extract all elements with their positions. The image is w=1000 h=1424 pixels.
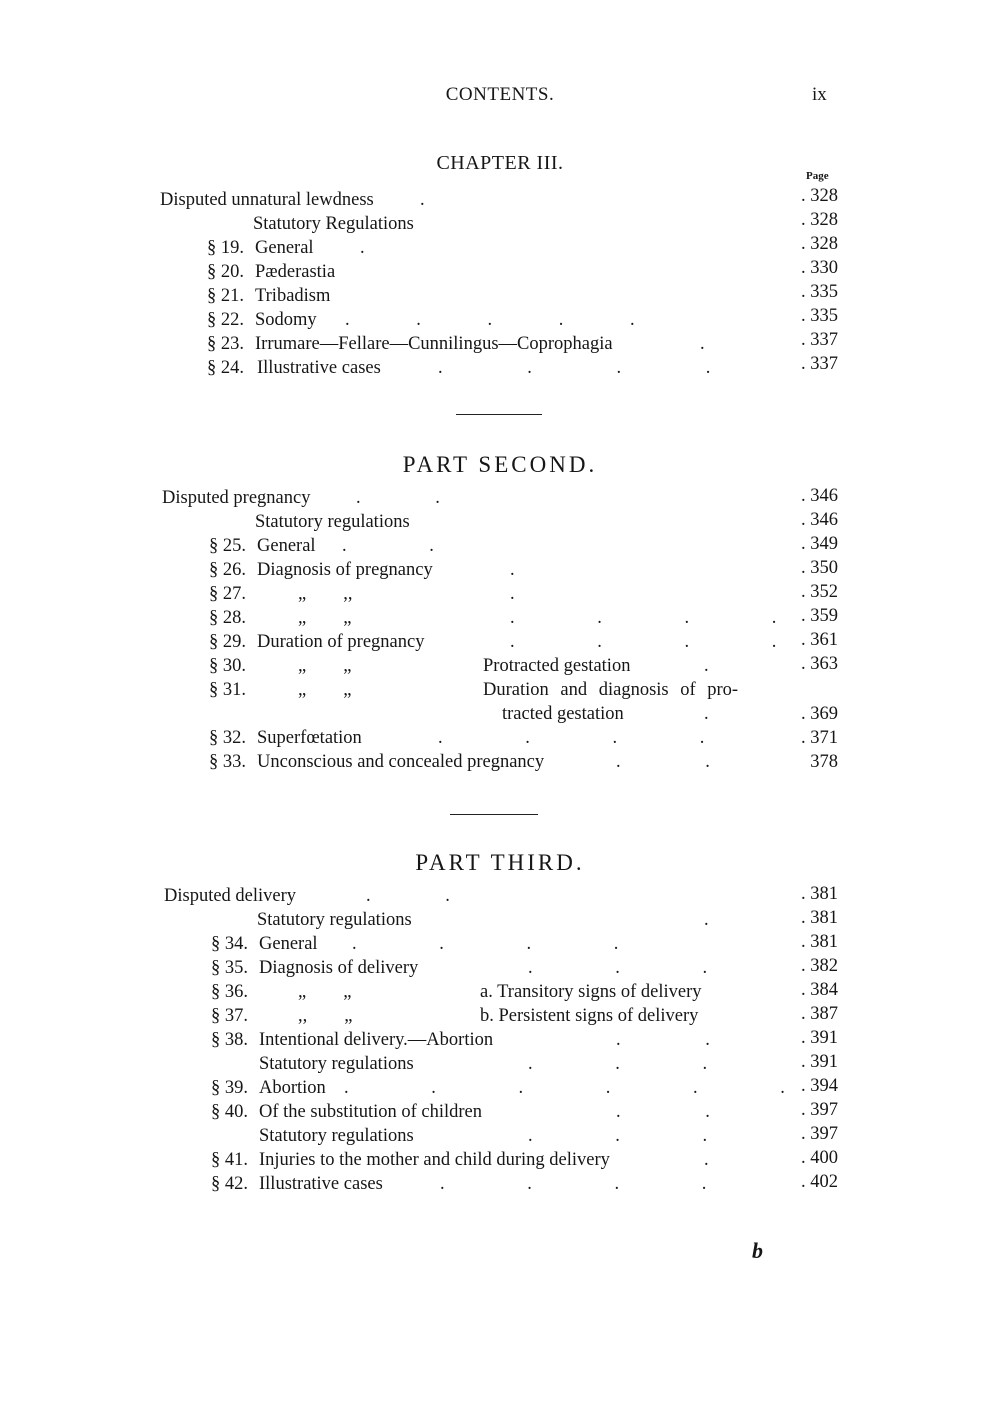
- leader-dots: . . .: [528, 1126, 708, 1146]
- leader-dots: .: [510, 584, 515, 604]
- leader-dots: . . .: [528, 1054, 708, 1074]
- toc-entry-page: . 387: [801, 1004, 838, 1024]
- toc-entry-page: . 328: [801, 234, 838, 254]
- toc-entry-page: . 337: [801, 354, 838, 374]
- toc-entry-page: . 350: [801, 558, 838, 578]
- leader-dots: .: [704, 910, 709, 930]
- leader-dots: . . .: [528, 958, 708, 978]
- toc-entry-title: Statutory Regulations: [253, 214, 414, 234]
- chapter-heading: CHAPTER III.: [436, 152, 564, 174]
- toc-entry-title: Abortion: [259, 1078, 326, 1098]
- toc-entry-subtitle: a. Transitory signs of delivery: [480, 982, 702, 1002]
- toc-entry-page: . 381: [801, 932, 838, 952]
- leader-dots: . .: [366, 886, 450, 906]
- toc-entry-section: § 41.: [211, 1150, 248, 1170]
- ditto-marks: „ „: [298, 982, 352, 1002]
- toc-entry-title: Unconscious and concealed pregnancy: [257, 752, 545, 772]
- toc-entry-title: Statutory regulations: [259, 1126, 414, 1146]
- toc-entry-section: § 39.: [211, 1078, 248, 1098]
- toc-entry-section: § 31.: [209, 680, 246, 700]
- toc-entry-title: Injuries to the mother and child during delivery: [259, 1150, 610, 1170]
- toc-entry-title: Disputed pregnancy: [162, 488, 311, 508]
- toc-entry-section: § 26.: [209, 560, 246, 580]
- toc-entry-section: § 30.: [209, 656, 246, 676]
- toc-entry-section: § 35.: [211, 958, 248, 978]
- toc-entry-subtitle-continued: tracted gestation: [502, 704, 624, 724]
- toc-entry-page: . 328: [801, 186, 838, 206]
- leader-dots: . .: [356, 488, 440, 508]
- toc-entry-page: . 363: [801, 654, 838, 674]
- toc-entry-page: . 359: [801, 606, 838, 626]
- toc-entry-subtitle: b. Persistent signs of delivery: [480, 1006, 699, 1026]
- toc-entry-page: . 349: [801, 534, 838, 554]
- ditto-marks: „ „: [298, 656, 352, 676]
- running-header-title: CONTENTS.: [445, 84, 555, 105]
- leader-dots: . . . .: [510, 632, 777, 652]
- toc-entry-title: Of the substitution of children: [259, 1102, 482, 1122]
- toc-entry-title: Disputed unnatural lewdness: [160, 190, 374, 210]
- toc-entry-page: . 400: [801, 1148, 838, 1168]
- toc-entry-page: . 352: [801, 582, 838, 602]
- part-heading: PART THIRD.: [415, 850, 585, 875]
- leader-dots: . . . .: [438, 728, 705, 748]
- toc-entry-page: . 337: [801, 330, 838, 350]
- toc-entry-page: . 328: [801, 210, 838, 230]
- toc-entry-section: § 22.: [207, 310, 244, 330]
- leader-dots: .: [704, 704, 709, 724]
- toc-entry-page: . 391: [801, 1052, 838, 1072]
- toc-entry-title: Illustrative cases: [257, 358, 381, 378]
- leader-dots: . . . .: [352, 934, 619, 954]
- toc-entry-section: § 28.: [209, 608, 246, 628]
- toc-entry-title: Illustrative cases: [259, 1174, 383, 1194]
- toc-entry-page: . 384: [801, 980, 838, 1000]
- ditto-marks: „ „: [298, 680, 352, 700]
- toc-entry-subtitle: Protracted gestation: [483, 656, 631, 676]
- toc-entry-section: § 38.: [211, 1030, 248, 1050]
- toc-entry-title: Statutory regulations: [259, 1054, 414, 1074]
- toc-entry-page: . 391: [801, 1028, 838, 1048]
- ditto-marks: „ ,,: [298, 584, 353, 604]
- toc-entry-title: General: [255, 238, 314, 258]
- toc-entry-section: § 20.: [207, 262, 244, 282]
- toc-entry-title: Superfœtation: [257, 728, 362, 748]
- toc-entry-section: § 42.: [211, 1174, 248, 1194]
- leader-dots: .: [420, 190, 425, 210]
- signature-mark: b: [752, 1238, 763, 1263]
- toc-entry-page: . 346: [801, 510, 838, 530]
- page-column-label: Page: [806, 170, 829, 182]
- leader-dots: . . . .: [438, 358, 711, 378]
- toc-entry-section: § 25.: [209, 536, 246, 556]
- toc-entry-page: 378: [810, 752, 838, 772]
- toc-entry-title: Diagnosis of pregnancy: [257, 560, 433, 580]
- toc-entry-page: . 381: [801, 908, 838, 928]
- leader-dots: . . . . .: [345, 310, 635, 330]
- toc-entry-page: . 397: [801, 1100, 838, 1120]
- leader-dots: .: [510, 560, 515, 580]
- leader-dots: .: [360, 238, 365, 258]
- toc-entry-title: Intentional delivery.—Abortion: [259, 1030, 494, 1050]
- leader-dots: . .: [616, 1030, 710, 1050]
- toc-entry-title: Duration of pregnancy: [257, 632, 425, 652]
- toc-entry-page: . 394: [801, 1076, 838, 1096]
- toc-entry-title: Irrumare—Fellare—Cunnilingus—Coprophagia: [255, 334, 613, 354]
- toc-entry-section: § 37.: [211, 1006, 248, 1026]
- toc-entry-title: Sodomy: [255, 310, 317, 330]
- toc-entry-page: . 330: [801, 258, 838, 278]
- leader-dots: .: [704, 656, 709, 676]
- ditto-marks: „ „: [298, 608, 352, 628]
- toc-entry-page: . 397: [801, 1124, 838, 1144]
- toc-entry-section: § 19.: [207, 238, 244, 258]
- toc-entry-title: Tribadism: [255, 286, 331, 306]
- section-divider: [450, 814, 538, 815]
- toc-entry-title: Disputed delivery: [164, 886, 297, 906]
- leader-dots: .: [704, 1150, 709, 1170]
- toc-entry-page: . 382: [801, 956, 838, 976]
- toc-entry-section: § 34.: [211, 934, 248, 954]
- toc-entry-page: . 369: [801, 704, 838, 724]
- part-heading: PART SECOND.: [402, 452, 598, 477]
- toc-entry-title: Pæderastia: [255, 262, 336, 282]
- toc-entry-page: . 381: [801, 884, 838, 904]
- toc-entry-section: § 27.: [209, 584, 246, 604]
- section-divider: [456, 414, 542, 415]
- leader-dots: . .: [616, 1102, 710, 1122]
- toc-entry-page: . 371: [801, 728, 838, 748]
- toc-entry-page: . 361: [801, 630, 838, 650]
- toc-entry-section: § 23.: [207, 334, 244, 354]
- toc-entry-section: § 40.: [211, 1102, 248, 1122]
- toc-entry-section: § 32.: [209, 728, 246, 748]
- toc-entry-title: General: [257, 536, 316, 556]
- toc-entry-section: § 29.: [209, 632, 246, 652]
- page-folio: ix: [812, 84, 827, 105]
- toc-entry-subtitle: Duration and diagnosis of pro-: [483, 680, 739, 700]
- leader-dots: . .: [342, 536, 434, 556]
- toc-entry-page: . 346: [801, 486, 838, 506]
- leader-dots: .: [700, 334, 705, 354]
- toc-entry-section: § 21.: [207, 286, 244, 306]
- leader-dots: . . . .: [440, 1174, 707, 1194]
- leader-dots: . . . .: [510, 608, 777, 628]
- toc-entry-title: Statutory regulations: [255, 512, 410, 532]
- toc-entry-title: General: [259, 934, 318, 954]
- toc-entry-title: Diagnosis of delivery: [259, 958, 419, 978]
- toc-entry-section: § 24.: [207, 358, 244, 378]
- ditto-marks: ,, „: [298, 1006, 353, 1026]
- toc-entry-title: Statutory regulations: [257, 910, 412, 930]
- toc-entry-section: § 33.: [209, 752, 246, 772]
- toc-entry-section: § 36.: [211, 982, 248, 1002]
- toc-entry-page: . 335: [801, 306, 838, 326]
- toc-entry-page: . 335: [801, 282, 838, 302]
- leader-dots: . .: [616, 752, 710, 772]
- toc-entry-page: . 402: [801, 1172, 838, 1192]
- leader-dots: . . . . . .: [344, 1078, 785, 1098]
